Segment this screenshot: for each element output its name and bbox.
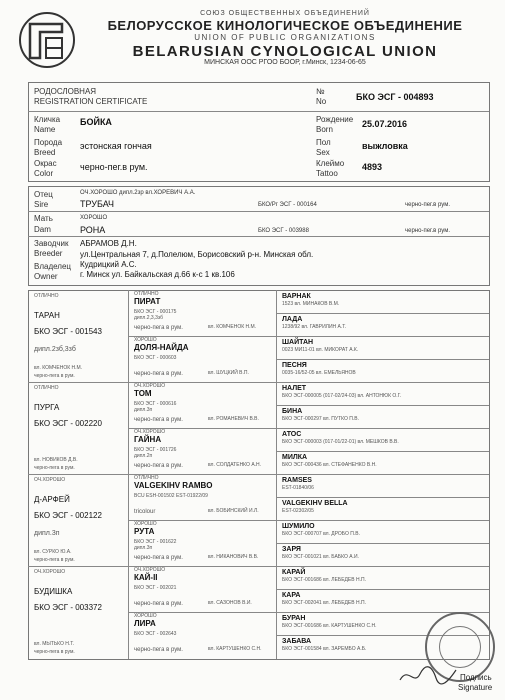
g3-detail: 0035-16/52-05 вл. ЕМЕЛЬЯНОВ — [282, 370, 356, 376]
header-line1: СОЮЗ ОБЩЕСТВЕННЫХ ОБЪЕДИНЕНИЙ — [200, 10, 370, 17]
g3-detail: БКО ЭСГ-002041 вл. ЛЕБЕДЕВ Н.П. — [282, 600, 366, 606]
tattoo-label-en: Tattoo — [316, 169, 338, 178]
sire-color: черно-пег.в рум. — [405, 202, 451, 208]
g3-name: ЛАДА — [282, 316, 303, 323]
g1-reg: БКО ЭСГ - 002122 — [34, 511, 102, 520]
g2-reg: БКО ЭСГ - 000616 — [134, 401, 177, 407]
g1-reg: БКО ЭСГ - 003372 — [34, 603, 102, 612]
name-label-ru: Кличка — [34, 115, 61, 124]
g2-grade: ОЧ.ХОРОШО — [134, 383, 166, 389]
g2-reg: БКО ЭСГ - 001726 — [134, 447, 177, 453]
g2-owner: вл. КОМЧЕНОК Н.М. — [208, 324, 257, 330]
g2-dipl: дипл.2,3,3зб — [134, 315, 163, 321]
g2-owner: вл. СОЛДАТЕНКО А.Н. — [208, 462, 262, 468]
g3-detail: БКО ЭСГ-000005 (017-02/24-03) вл. АНТОНЮК О.Г. — [282, 393, 402, 399]
g3-name: КАРАЙ — [282, 569, 306, 576]
title-ru: РОДОСЛОВНАЯ — [34, 87, 97, 96]
color-value: черно-пег.в рум. — [80, 162, 148, 172]
signature-label-en: Signature — [458, 683, 493, 692]
signature-label-ru: Подпись — [460, 673, 492, 682]
g2-reg: БКО ЭСГ - 000175 — [134, 309, 177, 315]
g3-name: ШАЙТАН — [282, 339, 314, 346]
g3-detail: EST-02302/05 — [282, 508, 314, 514]
g3-detail: БКО ЭСГ-001686 вл. ЛЕБЕДЕВ Н.П. — [282, 577, 366, 583]
g1-color: черно-пега в рум. — [34, 649, 75, 655]
g3-detail: БКО ЭСГ-000003 (017-01/22-01) вл. МЕШКОВ В.В. — [282, 439, 399, 445]
g2-name: ЛИРА — [134, 619, 156, 628]
g1-owner: вл. МЫТЬКО Н.Т. — [34, 641, 75, 647]
g1-color: черно-пега в рум. — [34, 557, 75, 563]
g2-name: ГАЙНА — [134, 435, 162, 444]
g2-grade: ХОРОШО — [134, 337, 157, 343]
g1-grade: ОТЛИЧНО — [34, 293, 59, 299]
title-en: REGISTRATION CERTIFICATE — [34, 97, 148, 106]
sire-label-en: Sire — [34, 200, 49, 209]
g1-reg: БКО ЭСГ - 002220 — [34, 419, 102, 428]
breed-value: эстонская гончая — [80, 141, 152, 151]
g1-name: БУДИШКА — [34, 587, 73, 596]
dog-name: БОЙКА — [80, 117, 112, 127]
g2-name: ДОЛЯ-НАЙДА — [134, 343, 189, 352]
sex-value: выжловка — [362, 141, 408, 151]
g1-name: Д-АРФЕЙ — [34, 495, 70, 504]
g2-reg: БКО ЭСГ - 000603 — [134, 355, 177, 361]
breeder-label-ru: Заводчик — [34, 239, 69, 248]
g1-owner: вл. СУРКО Ю.А. — [34, 549, 72, 555]
g3-detail: БКО ЭСГ-001686 вл. КАРТУШЕНКО С.Н. — [282, 623, 377, 629]
g2-name: ТОМ — [134, 389, 152, 398]
g1-grade: ОЧ.ХОРОШО — [34, 477, 66, 483]
g3-detail: 0023 МИ11-01 вл. МИКОРАТ А.К. — [282, 347, 359, 353]
number-label-ru: № — [316, 87, 325, 96]
g3-name: ВАРНАК — [282, 293, 311, 300]
header-line4: BELARUSIAN CYNOLOGICAL UNION — [132, 43, 438, 60]
g1-dipl: дипл.3п — [34, 530, 60, 537]
g2-reg: БКО ЭСГ - 002021 — [134, 585, 177, 591]
handwritten-signature — [398, 664, 458, 686]
dam-note: ХОРОШО — [80, 215, 108, 221]
dam-label-ru: Мать — [34, 214, 53, 223]
g1-reg: БКО ЭСГ - 001543 — [34, 327, 102, 336]
dam-reg: БКО ЭСГ - 003988 — [258, 228, 309, 234]
g2-color: черно-пега в рум. — [134, 417, 183, 423]
g2-owner: вл. НИКАНОВИЧ В.В. — [208, 554, 259, 560]
birth-date: 25.07.2016 — [362, 119, 408, 129]
tattoo-label-ru: Клеймо — [316, 159, 345, 168]
g2-name: ПИРАТ — [134, 297, 161, 306]
bko-logo-icon — [18, 10, 76, 70]
g1-grade: ОТЛИЧНО — [34, 385, 59, 391]
color-label-ru: Окрас — [34, 159, 57, 168]
owner-name: Кудрицкий А.С. — [80, 260, 137, 269]
owner-label-en: Owner — [34, 272, 58, 281]
sex-label-en: Sex — [316, 148, 330, 157]
sex-label-ru: Пол — [316, 138, 331, 147]
g1-name: ТАРАН — [34, 311, 60, 320]
breeder-label-en: Breeder — [34, 249, 63, 258]
g2-reg: БКО ЭСГ - 001622 — [134, 539, 177, 545]
g2-grade: ОТЛИЧНО — [134, 475, 159, 481]
g3-detail: БКО ЭСГ-001584 вл. ЗАРЕМБО А.Б. — [282, 646, 367, 652]
header-line3: UNION OF PUBLIC ORGANIZATIONS — [194, 33, 376, 42]
g3-name: ШУМИЛО — [282, 523, 315, 530]
born-label-en: Born — [316, 125, 333, 134]
g3-name: БУРАН — [282, 615, 306, 622]
g2-name: РУТА — [134, 527, 155, 536]
number-label-en: No — [316, 97, 327, 106]
g3-name: ЗАРЯ — [282, 546, 301, 553]
g3-detail: 1523 вл. МИНАКОВ В.М. — [282, 301, 340, 307]
g1-grade: ОЧ.ХОРОШО — [34, 569, 66, 575]
g2-grade: ОЧ.ХОРОШО — [134, 429, 166, 435]
certificate-number: БКО ЭСГ - 004893 — [356, 92, 434, 102]
g3-name: БИНА — [282, 408, 303, 415]
sire-reg: БКО/Рг ЭСГ - 000164 — [258, 202, 317, 208]
g1-color: черно-пега в рум. — [34, 373, 75, 379]
g2-owner: вл. КАРТУШЕНКО С.Н. — [208, 646, 262, 652]
g1-owner: вл. КОМЧЕНОК Н.М. — [34, 365, 83, 371]
breeder-name: АБРАМОВ Д.Н. — [80, 239, 137, 248]
g2-name: VALGEKIHV RAMBO — [134, 481, 213, 490]
g2-color: черно-пега в рум. — [134, 325, 183, 331]
g2-color: черно-пега в рум. — [134, 463, 183, 469]
g2-dipl: дипл.3п — [134, 545, 153, 551]
g2-dipl: дипл.3п — [134, 407, 153, 413]
g2-color: черно-пега в рум. — [134, 555, 183, 561]
g2-grade: ОТЛИЧНО — [134, 291, 159, 297]
g3-detail: БКО ЭСГ-000436 вл. СТЕФАНЕНКО В.Н. — [282, 462, 377, 468]
breed-label-en: Breed — [34, 148, 56, 157]
g3-detail: БКО ЭСГ-001021 вл. БАБКО А.И. — [282, 554, 359, 560]
g2-owner: вл. ШУЦКИЙ В.П. — [208, 370, 249, 376]
g2-name: КАЙ-II — [134, 573, 158, 582]
g3-name: КАРА — [282, 592, 301, 599]
header-line2: БЕЛОРУССКОЕ КИНОЛОГИЧЕСКОЕ ОБЪЕДИНЕНИЕ — [107, 18, 463, 33]
g2-reg: BCU ESH-001502 EST-01922/09 — [134, 493, 208, 499]
g2-color: черно-пега в рум. — [134, 371, 183, 377]
g3-name: АТОС — [282, 431, 302, 438]
header — [0, 0, 505, 80]
g3-name: VALGEKIHV BELLA — [282, 500, 348, 507]
g1-owner: вл. НОВИКОВ Д.В. — [34, 457, 78, 463]
dam-label-en: Dam — [34, 225, 51, 234]
header-line5: МИНСКАЯ ООС РГОО БООР, г.Минск, 1234-06-65 — [204, 59, 366, 66]
g3-detail: БКО ЭСГ-000707 вл. ДРОБО П.В. — [282, 531, 361, 537]
g2-grade: ХОРОШО — [134, 521, 157, 527]
g3-name: МИЛКА — [282, 454, 308, 461]
breed-label-ru: Порода — [34, 138, 63, 147]
g3-name: ПЕСНЯ — [282, 362, 307, 369]
owner-address: г. Минск ул. Байкальская д.66 к-с 1 кв.106 — [80, 270, 235, 279]
g2-owner: вл. САЗОНОВ В.И. — [208, 600, 252, 606]
g3-name: НАЛЕТ — [282, 385, 307, 392]
g1-dipl: дипл.2зб,3зб — [34, 346, 76, 353]
g3-detail: БКО ЭСГ-000297 вл. ПУТКО П.В. — [282, 416, 359, 422]
g2-dipl: дипл.2п — [134, 453, 153, 459]
dam-name: РОНА — [80, 225, 106, 235]
g2-color: черно-пега в рум. — [134, 601, 183, 607]
born-label-ru: Рождение — [316, 115, 354, 124]
g1-color: черно-пега в рум. — [34, 465, 75, 471]
g2-owner: вл. БОБИНСКИЙ И.Л. — [208, 508, 259, 514]
g3-detail: 1238/92 вл. ГАВРИЛИН А.Т. — [282, 324, 347, 330]
g2-reg: БКО ЭСГ - 002643 — [134, 631, 177, 637]
g2-owner: вл. РОМАНЕВИЧ В.В. — [208, 416, 259, 422]
dam-color: черно-пег.в рум. — [405, 228, 451, 234]
owner-label-ru: Владелец — [34, 262, 72, 271]
g3-name: ЗАБАВА — [282, 638, 312, 645]
sire-note: ОЧ.ХОРОШО дипл.2зр вл.ХОРЕВИЧ А.А. — [80, 190, 196, 196]
g2-grade: ХОРОШО — [134, 613, 157, 619]
color-label-en: Color — [34, 169, 54, 178]
sire-name: ТРУБАЧ — [80, 199, 115, 209]
sire-label-ru: Отец — [34, 190, 53, 199]
g2-color: tricolour — [134, 509, 156, 515]
g2-color: черно-пега в рум. — [134, 647, 183, 653]
g1-name: ПУРГА — [34, 403, 60, 412]
g3-name: RAMSES — [282, 477, 312, 484]
tattoo-value: 4893 — [362, 162, 383, 172]
name-label-en: Name — [34, 125, 56, 134]
breeder-address: ул.Центральная 7, д.Полелюм, Борисовский р-н. Минская обл. — [80, 250, 314, 259]
g2-grade: ОЧ.ХОРОШО — [134, 567, 166, 573]
g3-detail: EST-01840/06 — [282, 485, 314, 491]
